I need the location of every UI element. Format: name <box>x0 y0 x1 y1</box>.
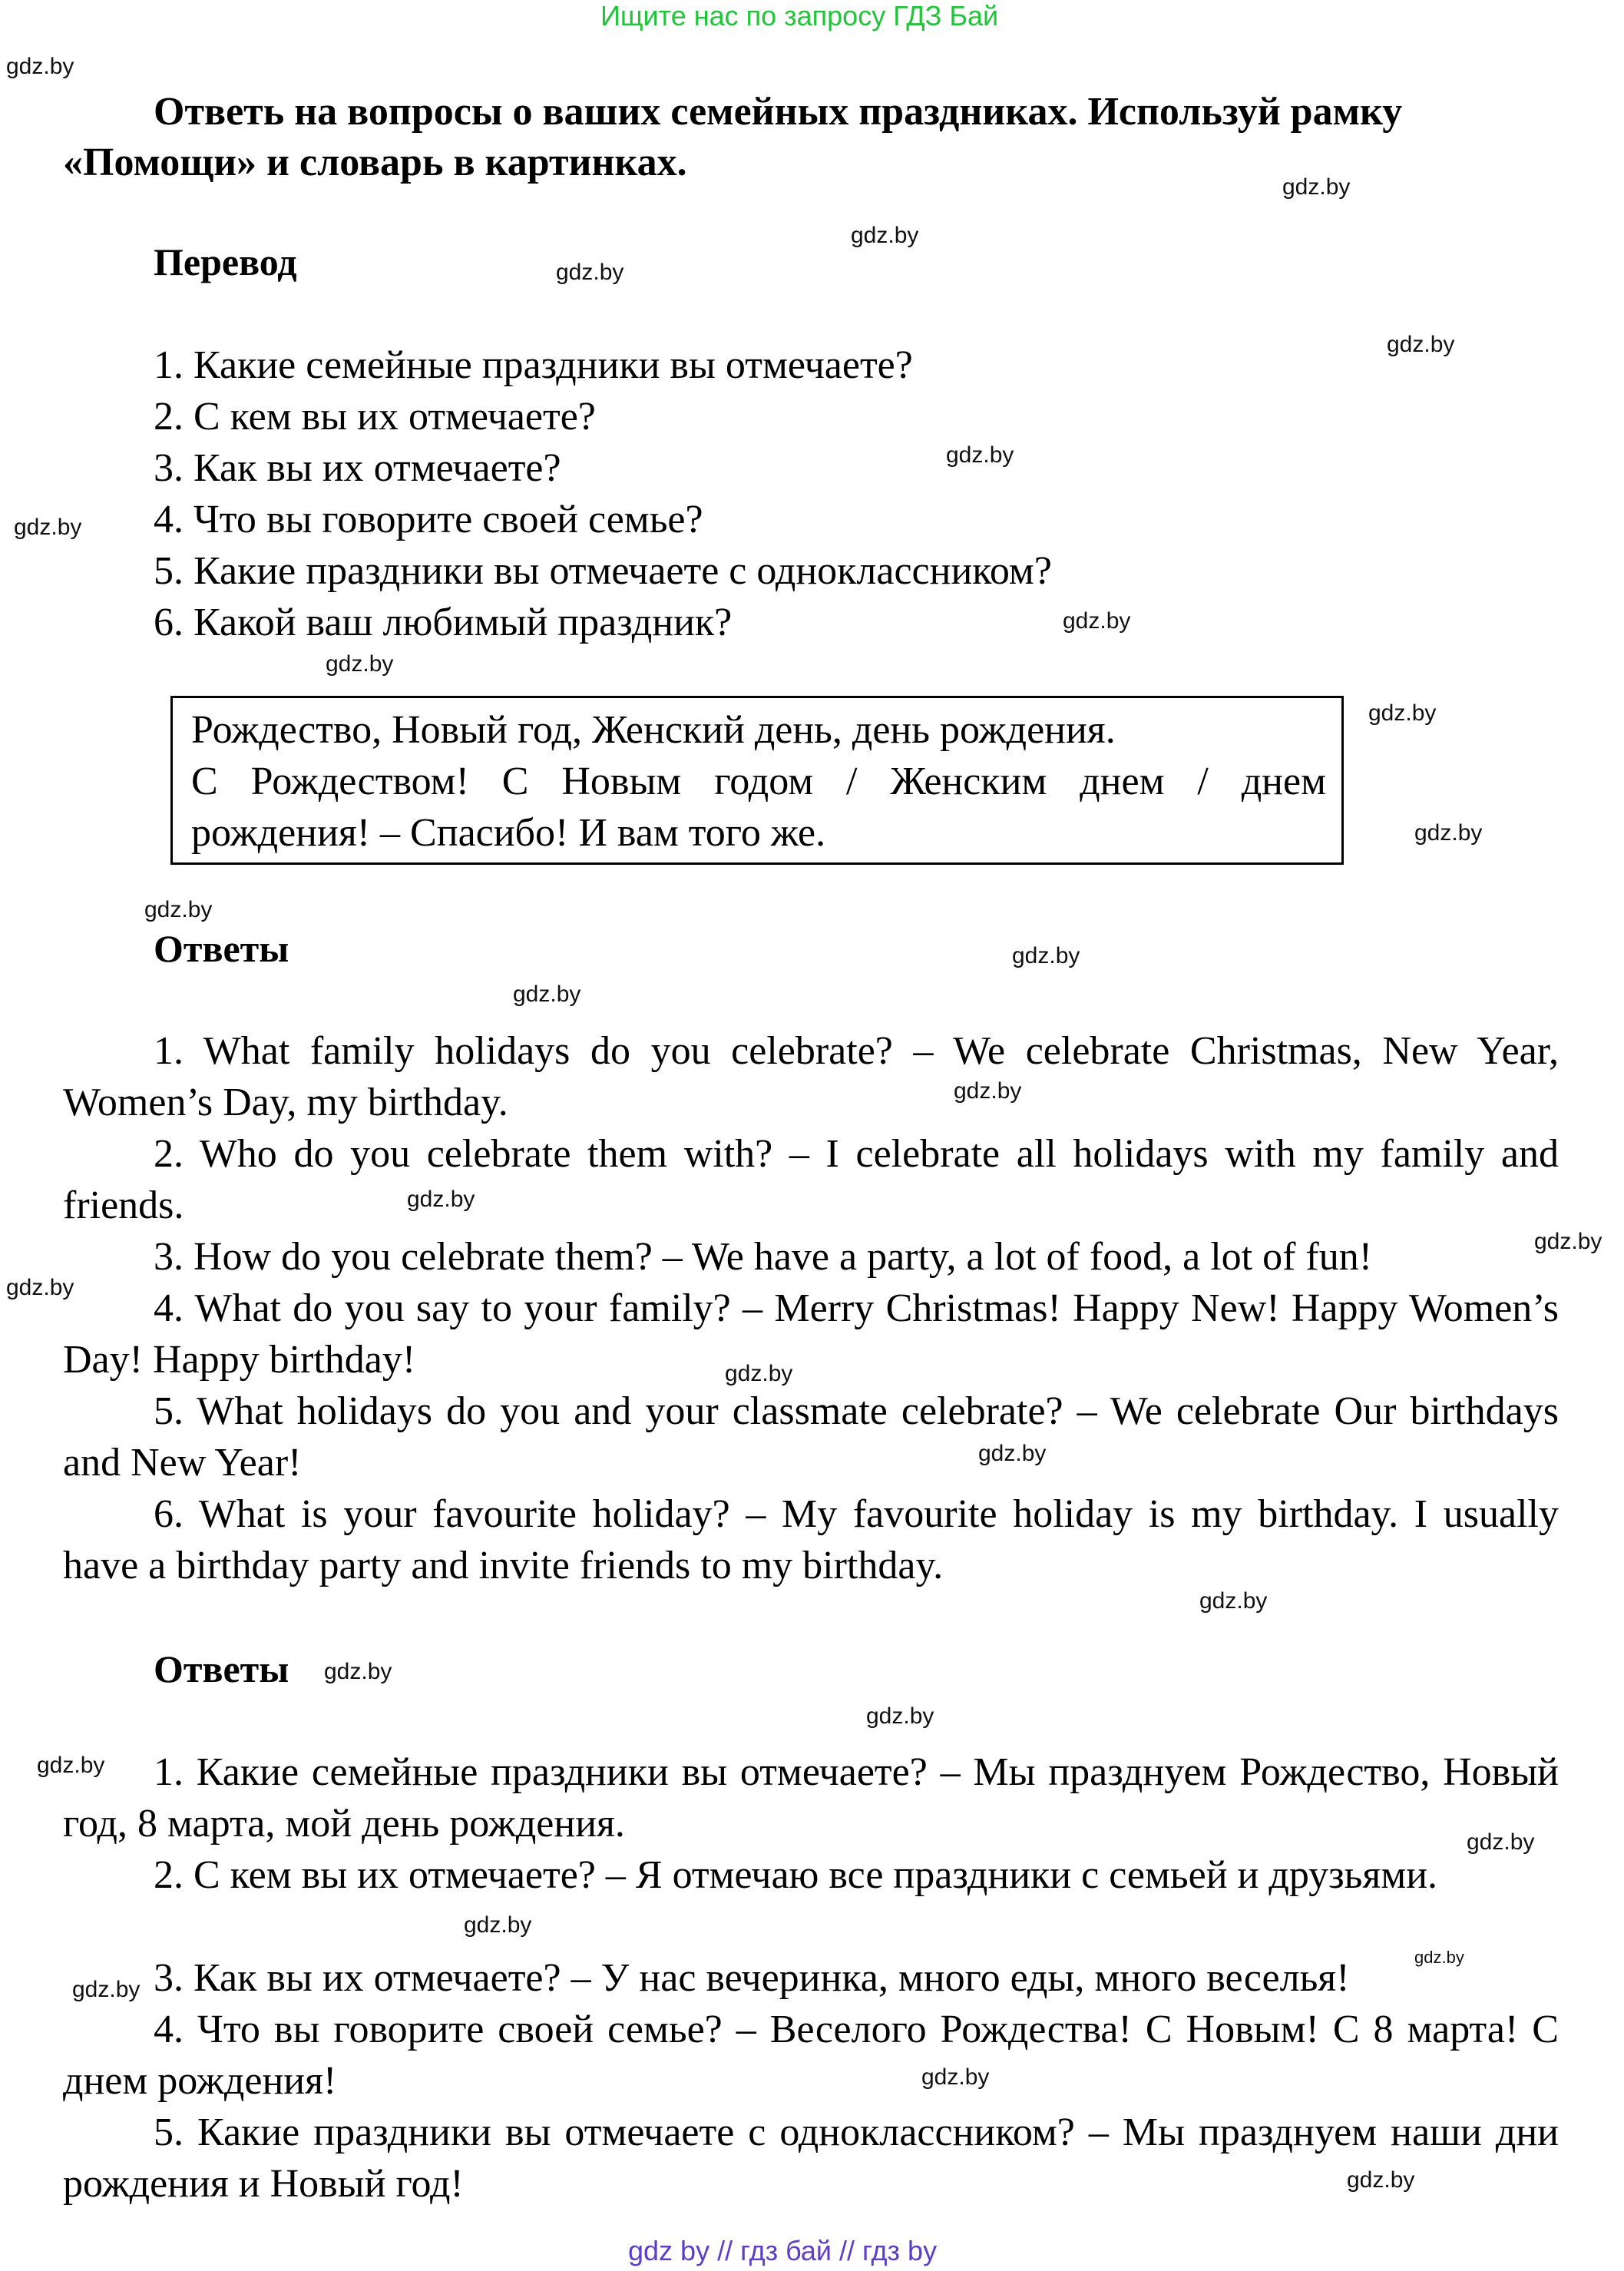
watermark: gdz.by <box>1347 2167 1415 2193</box>
watermark: gdz.by <box>1534 1229 1603 1254</box>
watermark: gdz.by <box>978 1441 1047 1466</box>
answer-en-item: 6. What is your favourite holiday? – My favourite holiday is my birthday. I usually have a birthday party and invite friends to my birthday. <box>63 1492 1559 1587</box>
translation-question: 4. Что вы говорите своей семье? <box>154 498 703 541</box>
watermark: gdz.by <box>1414 1948 1464 1967</box>
answer-en-item: 3. How do you celebrate them? – We have a party, a lot of food, a lot of fun! <box>154 1235 1373 1279</box>
watermark: gdz.by <box>725 1361 793 1386</box>
watermark: gdz.by <box>946 442 1014 468</box>
watermark: gdz.by <box>1387 332 1455 357</box>
answers-en-heading: Ответы <box>154 927 289 970</box>
help-box <box>170 696 1344 865</box>
footer-links[interactable]: gdz by // гдз бай // гдз by <box>628 2235 938 2266</box>
watermark: gdz.by <box>1467 1829 1535 1855</box>
watermark: gdz.by <box>464 1912 532 1938</box>
translation-heading: Перевод <box>154 240 297 283</box>
help-box-line-3: рождения! – Спасибо! И вам того же. <box>191 811 826 855</box>
answer-ru-item: 5. Какие праздники вы отмечаете с одноклассником? – Мы празднуем наши дни рождения и Новый год! <box>63 2110 1559 2206</box>
watermark: gdz.by <box>6 1275 74 1300</box>
watermark: gdz.by <box>326 651 394 677</box>
watermark: gdz.by <box>6 54 74 79</box>
watermark: gdz.by <box>37 1753 105 1778</box>
watermark: gdz.by <box>1199 1588 1268 1614</box>
watermark: gdz.by <box>324 1659 392 1684</box>
answer-en-item: 2. Who do you celebrate them with? – I celebrate all holidays with my family and friends. <box>63 1132 1559 1227</box>
watermark: gdz.by <box>14 515 82 540</box>
site-banner[interactable]: Ищите нас по запросу ГДЗ Бай <box>600 0 999 31</box>
watermark: gdz.by <box>407 1187 475 1212</box>
watermark: gdz.by <box>556 260 624 285</box>
watermark: gdz.by <box>1012 943 1080 968</box>
help-box-line-1: Рождество, Новый год, Женский день, день рождения. <box>191 708 1116 752</box>
watermark: gdz.by <box>866 1703 934 1729</box>
task-title-line-2: «Помощи» и словарь в картинках. <box>63 141 687 184</box>
watermark: gdz.by <box>1063 608 1131 634</box>
watermark: gdz.by <box>954 1078 1022 1104</box>
watermark: gdz.by <box>1282 174 1351 200</box>
translation-question: 1. Какие семейные праздники вы отмечаете? <box>154 343 913 387</box>
watermark: gdz.by <box>513 982 581 1007</box>
watermark: gdz.by <box>851 223 919 248</box>
watermark: gdz.by <box>72 1977 141 2002</box>
task-title-line-1: Ответь на вопросы о ваших семейных праздниках. Используй рамку <box>154 90 1403 134</box>
answer-en-item: 1. What family holidays do you celebrate? – We celebrate Christmas, New Year, Women’s Day, my birthday. <box>63 1029 1559 1124</box>
translation-question: 2. С кем вы их отмечаете? <box>154 395 596 439</box>
answer-ru-item: 3. Как вы их отмечаете? – У нас вечеринка, много еды, много веселья! <box>154 1956 1350 2000</box>
watermark: gdz.by <box>921 2064 990 2090</box>
answer-ru-item: 2. С кем вы их отмечаете? – Я отмечаю все праздники с семьей и друзьями. <box>154 1853 1438 1897</box>
translation-question: 3. Как вы их отмечаете? <box>154 446 561 490</box>
answers-ru-heading: Ответы <box>154 1647 289 1690</box>
answer-en-item: 5. What holidays do you and your classmate celebrate? – We celebrate Our birthdays and New Year! <box>63 1389 1559 1485</box>
answer-ru-item: 1. Какие семейные праздники вы отмечаете? – Мы празднуем Рождество, Новый год, 8 марта, мой день рождения. <box>63 1750 1559 1846</box>
help-box-line-2: С Рождеством! С Новым годом / Женским днем / днем <box>191 760 1326 803</box>
watermark: gdz.by <box>144 897 213 922</box>
watermark: gdz.by <box>1368 700 1437 726</box>
answer-ru-item: 4. Что вы говорите своей семье? – Веселого Рождества! С Новым! С 8 марта! С днем рождения! <box>63 2008 1559 2103</box>
watermark: gdz.by <box>1414 820 1483 846</box>
answer-en-item: 4. What do you say to your family? – Merry Christmas! Happy New! Happy Women’s Day! Happy birthday! <box>63 1286 1559 1382</box>
translation-question: 5. Какие праздники вы отмечаете с одноклассником? <box>154 549 1052 593</box>
translation-question: 6. Какой ваш любимый праздник? <box>154 601 733 644</box>
